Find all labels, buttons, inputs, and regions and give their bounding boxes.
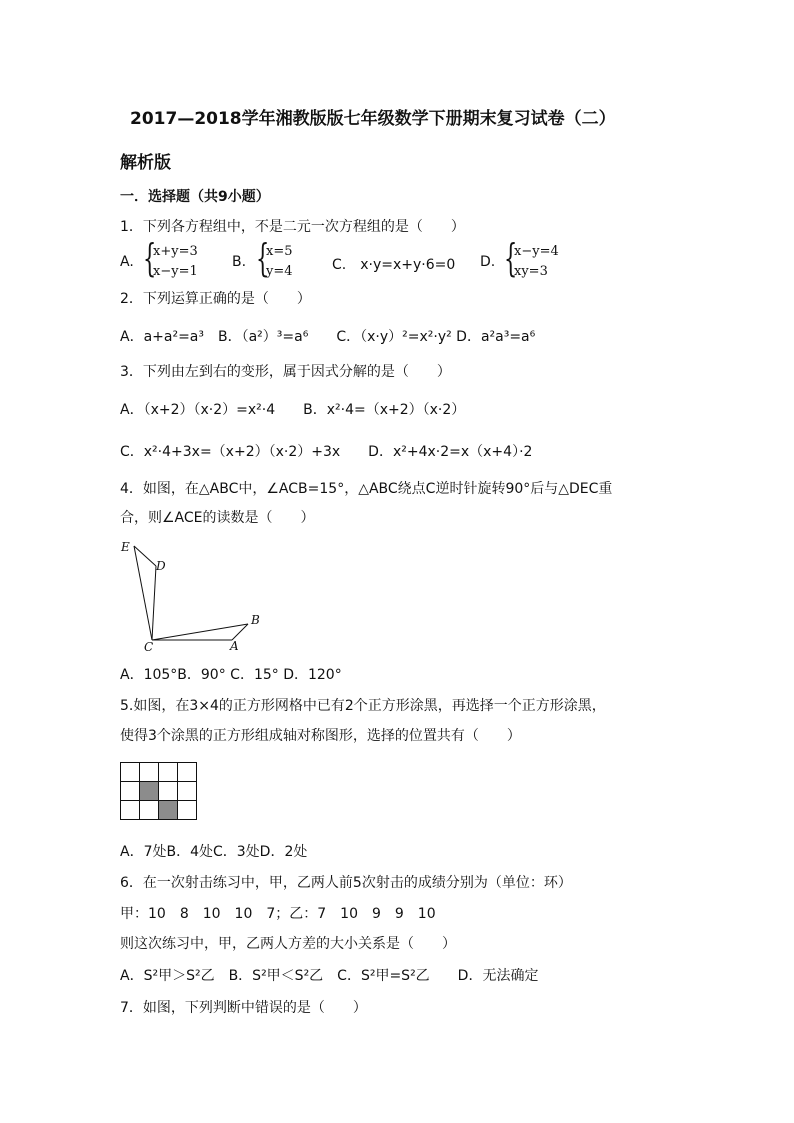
q3-stem: 3．下列由左到右的变形，属于因式分解的是（ ）	[120, 364, 451, 380]
section-heading: 一．选择题（共9小题）	[120, 189, 270, 205]
q7-stem: 7．如图，下列判断中错误的是（ ）	[120, 1000, 367, 1016]
grid-cell	[121, 801, 140, 820]
q1-option-a-label: A.	[120, 254, 134, 270]
q4-stem-line2: 合，则∠ACE的读数是（ ）	[120, 510, 315, 526]
q3-options-line2: C．x²·4+3x=（x+2）（x·2）+3x D．x²+4x·2=x（x+4）·2	[120, 444, 533, 460]
grid-cell-shaded	[140, 782, 159, 801]
grid-cell	[178, 801, 197, 820]
q5-stem-line1: 5.如图，在3×4的正方形网格中已有2个正方形涂黑，再选择一个正方形涂黑，	[120, 698, 606, 714]
grid-cell-shaded	[159, 801, 178, 820]
grid-cell	[159, 782, 178, 801]
q5-options: A．7处B．4处C．3处D．2处	[120, 844, 308, 860]
grid-cell	[159, 763, 178, 782]
q2-stem: 2．下列运算正确的是（ ）	[120, 291, 311, 307]
brace-icon: {	[143, 236, 157, 280]
q1-option-b-system	[256, 236, 316, 284]
q6-question: 则这次练习中，甲，乙两人方差的大小关系是（ ）	[120, 936, 456, 952]
q1-option-a-system	[143, 236, 213, 284]
q5-grid-figure	[120, 762, 200, 822]
q1-stem: 1．下列各方程组中，不是二元一次方程组的是（ ）	[120, 219, 465, 235]
segment-cb	[152, 624, 248, 640]
equation-row: x−y=1	[153, 264, 198, 279]
point-label-d: D	[156, 559, 166, 573]
point-label-b: B	[251, 613, 260, 627]
q3-options-line1: A．（x+2）（x·2）=x²·4 B．x²·4=（x+2）（x·2）	[120, 402, 466, 418]
q4-options: A．105°B．90° C．15° D．120°	[120, 667, 342, 683]
q4-stem-line1: 4．如图，在△ABC中，∠ACB=15°，△ABC绕点C逆时针旋转90°后与△DEC重	[120, 481, 613, 497]
q5-stem-line2: 使得3个涂黑的正方形组成轴对称图形，选择的位置共有（ ）	[120, 728, 521, 744]
grid-cell	[140, 801, 159, 820]
q6-stem: 6．在一次射击练习中，甲，乙两人前5次射击的成绩分别为（单位：环）	[120, 875, 572, 891]
q2-options: A．a+a²=a³ B．（a²）³=a⁶ C．（x·y）²=x²·y² D．a²a³=a⁶	[120, 329, 536, 345]
equation-row: y=4	[266, 264, 293, 279]
page-title: 2017—2018学年湘教版版七年级数学下册期末复习试卷（二）	[130, 109, 616, 129]
brace-icon: {	[256, 236, 270, 280]
q1-option-b-label: B.	[232, 254, 247, 270]
q1-option-d-label: D.	[480, 254, 496, 270]
page-subtitle: 解析版	[120, 153, 171, 173]
q6-scores: 甲：10 8 10 10 7；乙：7 10 9 9 10	[120, 906, 436, 922]
point-label-a: A	[230, 639, 239, 653]
equation-row: x−y=4	[514, 244, 559, 259]
grid-cell	[121, 763, 140, 782]
grid-cell	[178, 782, 197, 801]
equation-row: x+y=3	[153, 244, 198, 259]
grid-cell	[140, 763, 159, 782]
point-label-c: C	[144, 640, 154, 654]
brace-icon: {	[504, 236, 518, 280]
equation-row: xy=3	[514, 264, 548, 279]
q6-options: A．S²甲＞S²乙 B．S²甲＜S²乙 C．S²甲=S²乙 D．无法确定	[120, 968, 539, 984]
q4-triangle-figure	[116, 536, 276, 656]
grid-cell	[178, 763, 197, 782]
q1-option-c: C. x·y=x+y·6=0	[332, 257, 456, 273]
grid-cell	[121, 782, 140, 801]
equation-row: x=5	[266, 244, 293, 259]
point-label-e: E	[121, 540, 130, 554]
q1-option-d-system	[504, 236, 574, 284]
segment-dc	[152, 566, 156, 640]
